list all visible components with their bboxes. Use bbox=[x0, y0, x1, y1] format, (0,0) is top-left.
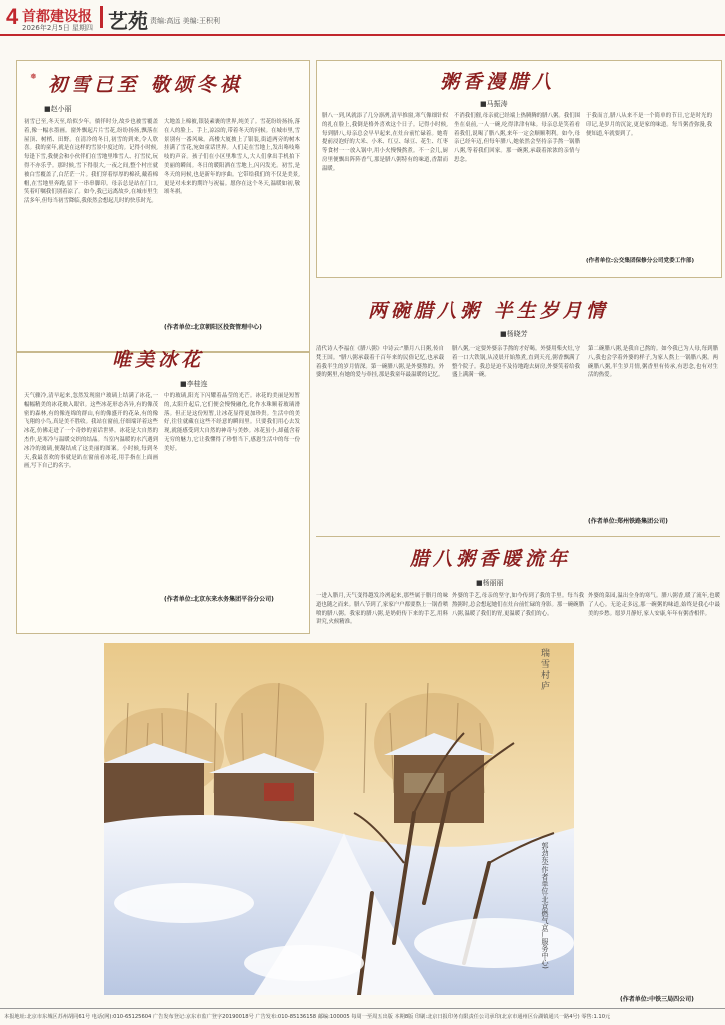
article-body: 清代诗人李福在《腊八粥》中诗云:"腊月八日粥,传自梵王国。"腊八粥承载着千百年来的民俗记忆,也承载着我半生的岁月情深。第一碗腊八粥,是外婆熬的。外婆的粥里,有她的爱与牵挂,那是我童年最温暖的记忆。 bbox=[316, 346, 444, 379]
snow-village-painting bbox=[104, 643, 574, 995]
article-title: 初雪已至 敬颂冬祺 bbox=[48, 74, 243, 96]
painting-caption: 郭劲东(作者单位:北京燃气京厂服务中心) bbox=[541, 842, 549, 969]
article-body: 于我而言,腊八从来不是一个简单的节日,它是时光的印记,是岁月的沉淀,更是家的味道。每当粥香弥漫,我便知道,年就要到了。 bbox=[586, 113, 712, 137]
issue-date: 2026年2月5日 星期四 bbox=[22, 24, 93, 32]
painting-illustration bbox=[104, 643, 574, 995]
article-byline: ■赵小丽 bbox=[44, 105, 72, 113]
article-byline: ■杨丽丽 bbox=[476, 579, 504, 587]
article-body: 中的玻璃,阳光下闪耀着晶莹的光芒。冰花的美丽是短暂的,太阳升起后,它们便会慢慢融化,化作水珠顺着玻璃滑落。但正是这份短暂,让冰花显得更加珍贵。生活中的美好,往往就藏在这些不经意的瞬间里。只要我们用心去发现,就能感受到大自然的神奇与美妙。冰花虽小,却蕴含着无穷的魅力,它让我懂得了珍惜当下,感恩生活中的每一份美好。 bbox=[164, 393, 300, 452]
article-body: 一进入腊月,天气变得越发冷冽起来,那些属于腊月的味道也随之而来。腊八节到了,家家户户都要熬上一锅香喷喷的腊八粥。我家的腊八粥,是奶奶传下来的手艺,用料讲究,火候精准。 bbox=[316, 593, 448, 626]
article-body: 外婆的菜园,温出全身的寒气。腊八粥香,暖了流年,也暖了人心。无论走多远,那一碗粥的味道,始终是我心中最美的乡愁。愿岁月静好,家人安康,年年有粥香相伴。 bbox=[588, 593, 720, 617]
article-credit: (作者单位:中铁三局四公司) bbox=[620, 996, 694, 1003]
divider-line bbox=[316, 536, 720, 537]
article-body: 第二碗腊八粥,是我自己熬的。如今我已为人母,每到腊八,我也会学着外婆的样子,为家人熬上一锅腊八粥。两碗腊八粥,半生岁月情,粥香里有传承,有思念,也有对生活的热爱。 bbox=[588, 346, 718, 379]
article-title: 两碗腊八粥 半生岁月情 bbox=[368, 300, 609, 322]
ornament-icon: ❅ bbox=[30, 72, 37, 81]
article-byline: ■杨晓芳 bbox=[500, 330, 528, 338]
article-credit: (作者单位:北京东来水务集团平谷分公司) bbox=[164, 596, 274, 603]
footer-imprint: 本报地址:北京市东城区苏州胡同61号 电话(网):010-65125604 广告发布登记:京东市监广登字20190018号 广告发布:010-85136158 邮编:100005 每周一至周五出版 本期8版 印刷:北京日报印务有限责任公司承印(北京市通州区台湖镇通兴一路4号) 零售:1.10元 bbox=[0, 1008, 725, 1025]
article-body: 外婆的手艺,母亲的坚守,如今传到了我的手里。每当我熬粥时,总会想起她们在灶台前忙碌的身影。那一碗碗腊八粥,温暖了我们的胃,更温暖了我们的心。 bbox=[452, 593, 584, 617]
article-title: 唯美冰花 bbox=[112, 349, 205, 371]
article-title: 腊八粥香暖流年 bbox=[410, 548, 572, 570]
article-body: 腊八粥,一定要外婆亲手熬的才好喝。外婆用柴火灶,守着一口大铁锅,从凌晨开始熬煮,直到天亮,粥香飘满了整个院子。我总是迫不及待地跑去厨房,外婆笑着给我盛上满满一碗。 bbox=[452, 346, 580, 379]
masthead bbox=[0, 0, 725, 36]
painting-title: 瑞雪村庐 bbox=[539, 648, 549, 692]
page-number: 4 bbox=[6, 4, 19, 29]
article-byline: ■李桂连 bbox=[180, 380, 208, 388]
article-credit: (作者单位:公交集团保修分公司党委工作部) bbox=[586, 258, 695, 264]
article-credit: (作者单位:郑州铁路集团公司) bbox=[588, 518, 668, 525]
article-byline: ■马振涛 bbox=[480, 100, 508, 108]
article-body: 初雪已至,冬天至,给似少年。徜徉时分,故乡也被雪覆盖着,像一幅水墨画。窗外飘起片片雪花,纷纷扬扬,飘落在屋顶、树梢、田野。在清冷的冬日,初雪的到来,令人欣喜。我的童年,就是在这样的雪景中度过的。记得小时候,每逢下雪,我便会和小伙伴们在雪地里堆雪人、打雪仗,玩得不亦乐乎。那时候,雪下得很大,一夜之间,整个村庄就被白雪覆盖了,白茫茫一片。我们穿着厚厚的棉袄,戴着棉帽,在雪地里奔跑,留下一串串脚印。母亲总是站在门口,笑着叮嘱我们别着凉了。如今,我已远离故乡,在城市里生活多年,但每当初雪降临,我依然会想起儿时的快乐时光。 bbox=[24, 119, 158, 205]
article-body: 天气骤冷,清早起来,忽然发现窗户玻璃上结满了冰花,一幅幅精美的冰花映入眼帘。这些冰花形态各异,有的像茂密的森林,有的像连绵的群山,有的像盛开的花朵,有的像飞翔的小鸟,真是美不胜收。我站在窗前,仔细端详着这些冰花,仿佛走进了一个奇妙的童话世界。冰花是大自然的杰作,是寒冷与温暖交织的结晶。当室内温暖的水汽遇到冰冷的玻璃,便凝结成了这美丽的图案。小时候,每到冬天,我最喜欢的事就是趴在窗前看冰花,用手指在上面画画,写下自己的名字。 bbox=[24, 393, 158, 470]
editors-line: 责编:高远 美编:王积利 bbox=[150, 17, 220, 25]
article-body: 腊八一到,风就添了几分凛冽,清早推窗,寒气像细针似的扎在脸上,我倒是格外喜欢这个日子。记得小时候,每到腊八,母亲总会早早起来,在灶台前忙碌着。她将提前浸泡好的大米、小米、红豆、绿豆、花生、红枣等食材一一放入锅中,用小火慢慢熬煮。不一会儿,厨房里便飘出阵阵香气,那是腊八粥特有的味道,香甜而温暖。 bbox=[322, 113, 448, 172]
article-title: 粥香漫腊八 bbox=[440, 71, 556, 93]
newspaper-brand: 首都建设报 bbox=[22, 9, 92, 25]
section-divider bbox=[100, 6, 103, 28]
section-title: 艺苑 bbox=[108, 9, 148, 33]
article-body: 不消我们催,母亲就已经端上热腾腾的腊八粥。我们围坐在桌前,一人一碗,吃得津津有味。母亲总是笑着看着我们,说喝了腊八粥,来年一定会顺顺利利。如今,母亲已经年迈,但每年腊八,她依然会坚持亲手熬一锅腊八粥,等着我们回家。那一碗粥,承载着浓浓的亲情与思念。 bbox=[454, 113, 580, 163]
article-body: 大地盖上棉被,银装素裹的世界,纯美了。雪花纷纷扬扬,落在人的脸上、手上,凉凉的,带着冬天的问候。在城市里,雪景别有一番风味。高楼大厦披上了银装,街道两旁的树木挂满了雪花,宛如童话世界。人们走在雪地上,发出咯吱咯吱的声音。孩子们在小区里堆雪人,大人们拿出手机拍下美丽的瞬间。冬日的暖阳洒在雪地上,闪闪发光。初雪,是冬天的问候,也是新年的序曲。它带给我们的不仅是美景,更是对未来的期许与祝福。愿你在这个冬天,温暖如初,敬颂冬祺。 bbox=[164, 119, 300, 196]
article-credit: (作者单位:北京朝阳区投资管理中心) bbox=[164, 324, 262, 331]
